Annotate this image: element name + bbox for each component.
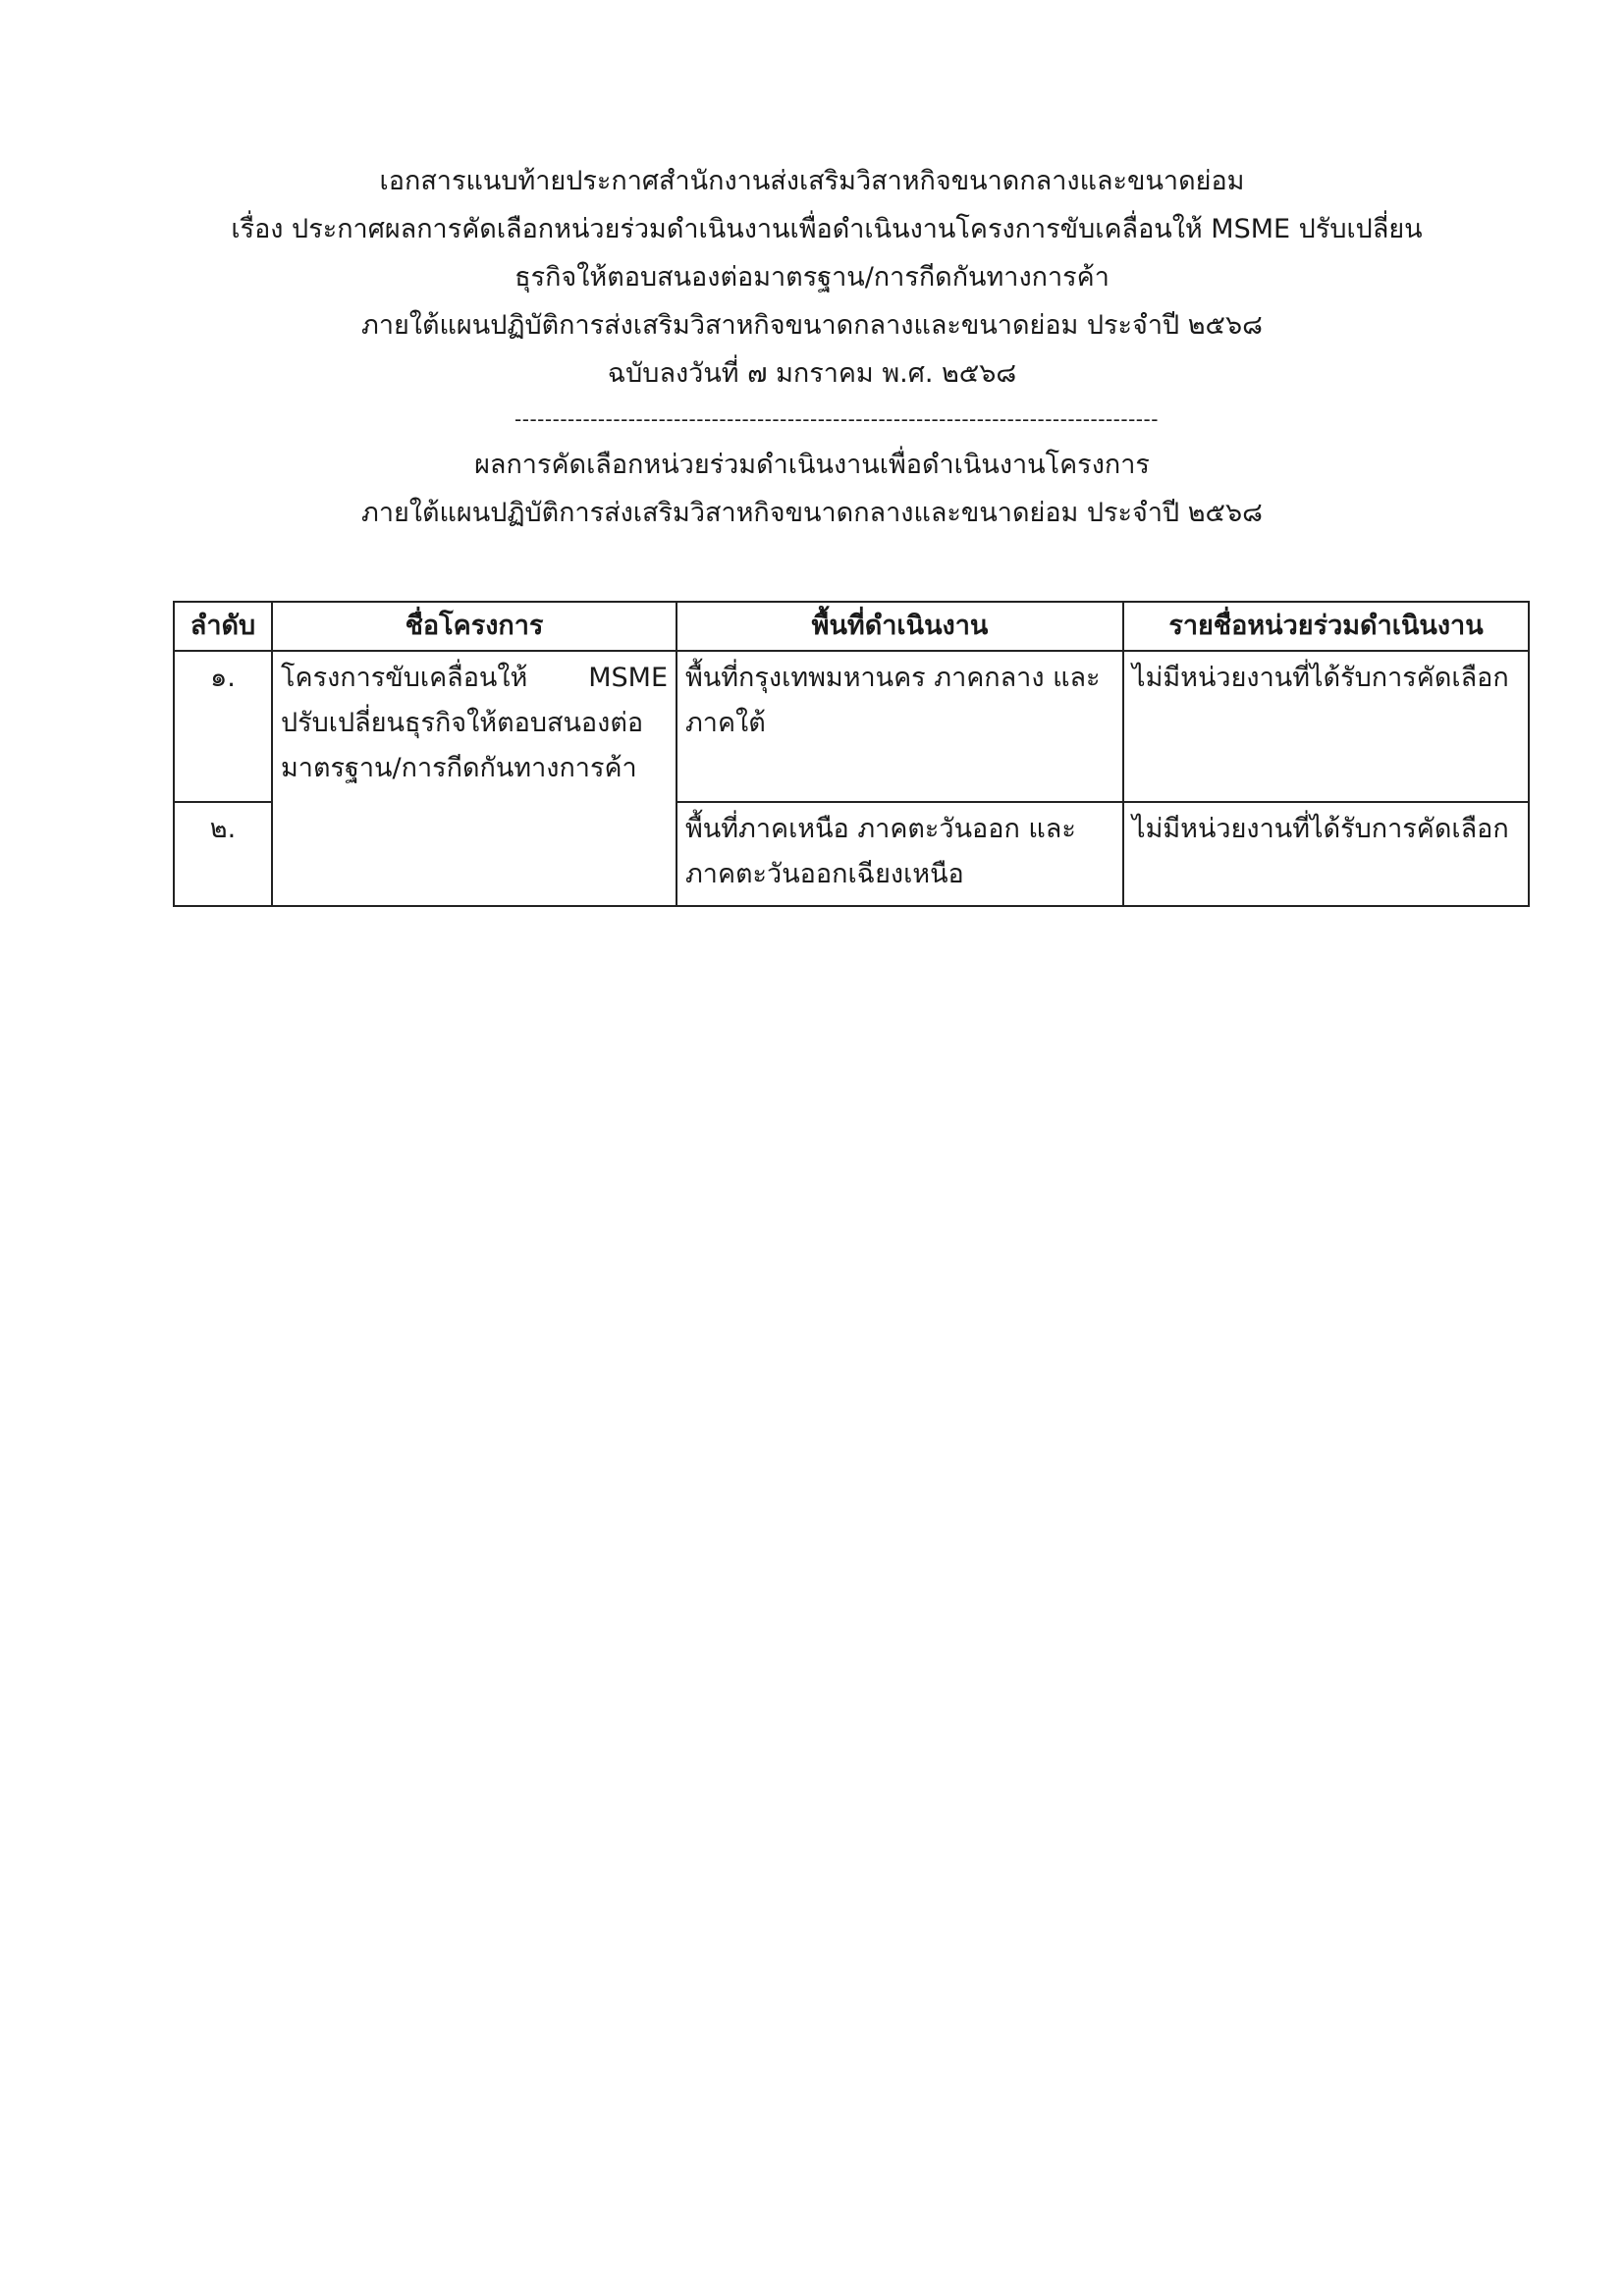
partner-cell: ไม่มีหน่วยงานที่ได้รับการคัดเลือก [1123,651,1529,802]
announcement-subject-line-1: เรื่อง ประกาศผลการคัดเลือกหน่วยร่วมดำเนินงานเพื่อดำเนินงานโครงการขับเคลื่อนให้ MSME ปรับเปลี่ยน [231,214,1423,244]
project-name-cell: โครงการขับเคลื่อนให้ MSME ปรับเปลี่ยนธุรกิจให้ตอบสนองต่อมาตรฐาน/การกีดกันทางการค้า [272,651,677,906]
document-header [0,157,1624,537]
announcement-subject-line-2: ธุรกิจให้ตอบสนองต่อมาตรฐาน/การกีดกันทางการค้า [514,262,1110,293]
header-order: ลำดับ [174,602,272,651]
table-row [174,651,1529,802]
selection-results-table [173,601,1530,907]
table-header-row [174,602,1529,651]
header-operating-area: พื้นที่ดำเนินงาน [677,602,1123,651]
results-subheading: ภายใต้แผนปฏิบัติการส่งเสริมวิสาหกิจขนาดกลางและขนาดย่อม ประจำปี ๒๕๖๘ [361,498,1263,528]
header-partner-list: รายชื่อหน่วยร่วมดำเนินงาน [1123,602,1529,651]
attachment-title: เอกสารแนบท้ายประกาศสำนักงานส่งเสริมวิสาหกิจขนาดกลางและขนาดย่อม [379,166,1245,196]
row-order: ๑. [174,651,272,802]
row-order: ๒. [174,802,272,906]
operating-area-cell: พื้นที่กรุงเทพมหานคร ภาคกลาง และภาคใต้ [677,651,1123,802]
action-plan-line: ภายใต้แผนปฏิบัติการส่งเสริมวิสาหกิจขนาดกลางและขนาดย่อม ประจำปี ๒๕๖๘ [361,310,1263,341]
operating-area-cell: พื้นที่ภาคเหนือ ภาคตะวันออก และภาคตะวันออกเฉียงเหนือ [677,802,1123,906]
issue-date-line: ฉบับลงวันที่ ๗ มกราคม พ.ศ. ๒๕๖๘ [607,358,1017,389]
header-project-name: ชื่อโครงการ [272,602,677,651]
partner-cell: ไม่มีหน่วยงานที่ได้รับการคัดเลือก [1123,802,1529,906]
results-heading: ผลการคัดเลือกหน่วยร่วมดำเนินงานเพื่อดำเนินงานโครงการ [474,450,1150,480]
dashed-separator: ------------------------------------------------------------------------------------- [514,407,1159,431]
